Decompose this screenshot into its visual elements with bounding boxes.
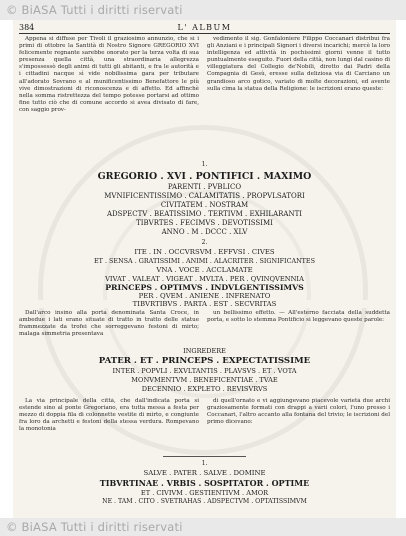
inscription-3-line: MONVMENTVM . BENEFICENTIAE . TVAE — [131, 376, 278, 384]
watermark-text-bottom: © BiASA Tutti i diritti riservati — [6, 520, 183, 534]
paragraph: di quell'ornato e vi aggiungevano piacevole varietà due archi graziosamente formati con drappi a varii colori, l'uno presso i Coccanari, l'altro accanto alla fontana del trivio; le iscrizioni del primo dicevano: — [207, 398, 390, 426]
inscription-2-line: TIBVRTIBVS . PARTA . EST . SECVRITAS — [13, 300, 396, 308]
text-column-left-bottom — [19, 398, 199, 454]
paragraph: La via principale della città, che dall'indicata porta si estende sino al ponte Gregoriano, era tutta messa a festa per mezzo di doppia fila di colonnette vestite di mirto, e congiunte fra loro da archetti e festoni della stessa verdura. Rompevano la monotonia — [19, 398, 199, 433]
paragraph: Dall'arco insino alla porta denominata Santa Croce, in ambedue i lati erano situate di tratto in tratto delle statue frammezzate da trofei che sorreggevano festoni di mirto; malaga simmetria presentava — [19, 310, 199, 338]
inscription-2-line: PER . QVEM . ANIENE . INFRENATO — [138, 292, 271, 300]
inscription-2-line: ET . SENSA . GRATISSIMI . ANIMI . ALACRITER . SIGNIFICANTES — [94, 257, 315, 265]
text-column-left-mid — [19, 310, 199, 352]
inscription-4-line: TIBVRTINAE . VRBIS . SOSPITATOR . OPTIME — [99, 478, 310, 488]
watermark-text-top: © BiASA Tutti i diritti riservati — [6, 3, 183, 17]
book-page — [13, 20, 396, 518]
inscription-2-line: VIVAT . VALEAT . VIGEAT . MVLTA . PER . QVINQVENNIA — [105, 275, 304, 283]
inscription-number-1: 1. — [201, 161, 208, 168]
running-header — [19, 22, 390, 34]
text-column-right-bottom — [207, 398, 390, 454]
page-number: 384 — [19, 23, 35, 32]
inscription-3-line: PATER . ET . PRINCEPS . EXPECTATISSIME — [98, 356, 311, 366]
paragraph: vedimento il sig. Gonfaloniere Filippo Coccanari distribuì fra gli Anziani e i principali Signori i diversi incarichi; mercè la loro intelligenza ed attività in pochissimi giorni venne il tutto puntualmente eseguito. Fuori della città, non lungi dal casino di villeggiatura del Collegio de'Nobili, diretto dai Padri della Compagnia di Gesù, eresse sulla deliziosa via di Carciano un grandioso arco gotico, variato di molte decorazioni, ed avente sulla cima la statua della Religione: le iscrizioni erano queste: — [207, 36, 390, 92]
paragraph: un bellissimo effetto. — All'esterno facciata della suddetta porta, e sotto lo stemma Pontificio si leggevano queste parole: — [207, 310, 390, 324]
text-column-right-mid — [207, 310, 390, 352]
journal-title: L' ALBUM — [177, 23, 232, 32]
inscription-2-line: ITE . IN . OCCVRSVM . EFFVSI . CIVES — [134, 248, 275, 256]
inscription-1-line: GREGORIO . XVI . PONTIFICI . MAXIMO — [97, 171, 312, 182]
inscription-1-line: CIVITATEM . NOSTRAM — [160, 201, 249, 209]
inscription-4-line: NE . TAM . CITO . SVETRAHAS . ADSPECTVM . OPTATISSIMVM — [102, 498, 307, 505]
inscription-1-line: ADSPECTV . BEATISSIMO . TERTIVM . EXHILARANTI — [106, 210, 303, 218]
text-column-left-top — [19, 36, 199, 158]
inscription-4-line: ET . CIVIVM . GESTIENTIVM . AMOR — [140, 489, 269, 497]
inscription-1-line: PARENTI . PVBLICO — [167, 183, 242, 191]
inscription-number-2: 2. — [201, 239, 208, 246]
inscription-2-line: VNA . VOCE . ACCLAMATE — [156, 266, 253, 274]
inscription-2-line: PRINCEPS . OPTIMVS . INDVLGENTISSIMVS — [105, 283, 304, 292]
text-column-right-top — [207, 36, 390, 158]
inscription-3-line: DECENNIO . EXPLETO . REVISVRVS — [141, 385, 268, 393]
inscription-1-line: TIBVRTES . FECIMVS . DEVOTISSIMI — [136, 219, 273, 227]
section-rule — [163, 456, 246, 457]
inscription-3-line: INTER . POPVLI . EXVLTANTIS . PLAVSVS . ET . VOTA — [112, 367, 297, 375]
inscription-4-line: SALVE . PATER . SALVE . DOMINE — [143, 469, 266, 477]
paragraph: Appena si diffuse per Tivoli il graziosimo annunzio, che sì i primi di ottobre la Santità di Nostro Signore GREGORIO XVI felicemente regnante sarebbe onorato per la terza volta di sua presenza quella città, una straordinaria allegrezza s'impossessò degli animi di tutti gli abitanti, e fra le autorità e i cittadini nacque sì vide nobilissima gara per tributare all'adorato Sovrano e al munificentissimo Benefattore le più vive dimostrazioni di riconoscenza e di affetto. Ed affinchè nella somma ristrettezza del tempo potesse portarsi ad ottimo fine tutto ciò che di comune accordo si avea divisato di fare, con saggio prov- — [19, 36, 199, 113]
watermark-bar-top — [0, 0, 406, 20]
inscription-1-line: MVNIFICENTISSIMO . CALAMITATIS . PROPVLSATORI — [104, 192, 305, 200]
inscription-1-line: ANNO . M . DCCC . XLV — [161, 228, 248, 236]
inscription-number-4: 1. — [201, 460, 208, 467]
inscription-3-line: INGREDERE — [183, 347, 226, 355]
